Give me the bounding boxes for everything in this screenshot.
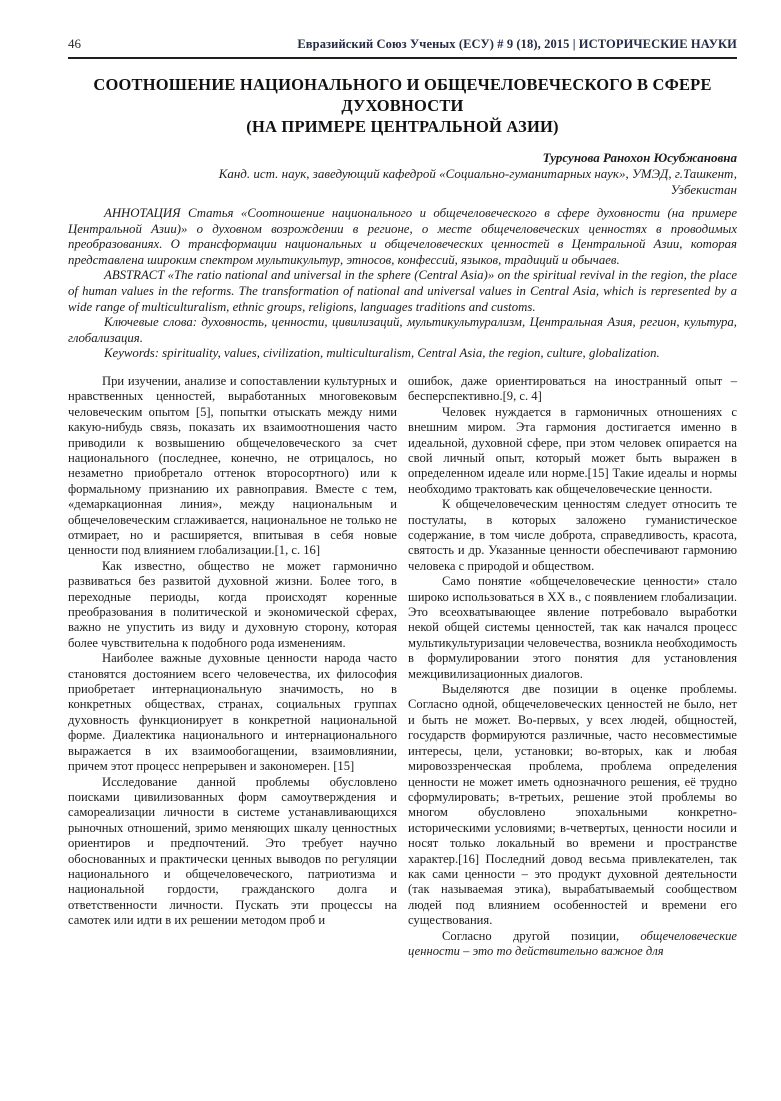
- abstract-section: [68, 206, 737, 362]
- body-paragraph: Исследование данной проблемы обусловлено поисками цивилизованных форм самоутверждения и самореализации личности в системе устанавливающихся рыночных отношений, зримо меняющих шкалу ценностных ориентиров и предпочтений. Это требует научно обоснованных и практически ценных выводов по регуляции национального и общечеловеческого, патриотизма и национальной гордости, гражданского долга и ответственности личности. Пускать эти процессы на самотек или идти в их решении методом проб и: [68, 774, 397, 928]
- author-affiliation: Канд. ист. наук, заведующий кафедрой «Социально-гуманитарных наук», УМЭД, г.Ташкент,: [218, 166, 737, 181]
- right-column: [408, 374, 737, 959]
- article-title-line-2: ДУХОВНОСТИ: [341, 96, 464, 115]
- keywords-ru: Ключевые слова: духовность, ценности, цивилизаций, мультикультурализм, Центральная Азия, регион, культура, глобализация.: [68, 315, 737, 345]
- author-country: Узбекистан: [670, 182, 737, 197]
- journal-header-title: Евразийский Союз Ученых (ЕСУ) # 9 (18), 2015 | ИСТОРИЧЕСКИЕ НАУКИ: [297, 37, 737, 51]
- body-columns: [68, 374, 737, 959]
- article-title-line-1: СООТНОШЕНИЕ НАЦИОНАЛЬНОГО И ОБЩЕЧЕЛОВЕЧЕСКОГО В СФЕРЕ: [93, 75, 712, 94]
- author-block: [68, 150, 737, 198]
- keywords-en: Keywords: spirituality, values, civilization, multiculturalism, Central Asia, the region, culture, globalization.: [104, 346, 660, 361]
- abstract-en: ABSTRACT «The ratio national and universal in the sphere (Central Asia)» on the spiritual revival in the region, the place of human values in the reforms. The transformation of national and universal values in Central Asia, which is represented by a wide range of multiculturalism, ethnic groups, religions, languages traditions and customs.: [68, 268, 737, 314]
- closing-lead-text: Согласно другой позиции,: [442, 928, 641, 943]
- body-paragraph: Само понятие «общечеловеческие ценности» стало широко использоваться в XX в., с появлением глобализации. Это всеохватывающее явление потребовало выработки некой общей системы ценностей, так как начался процесс мультикультуризации человечества, возникла необходимость в формулировании этого понятия для установления межцивилизационных диалогов.: [408, 574, 737, 681]
- article-title: [68, 74, 737, 137]
- body-paragraph: Наиболее важные духовные ценности народа часто становятся достоянием всего человечества, их философия приобретает интернациональную значимость, но в конкретных обществах, странах, социальных группах духовность функционирует в конкретной национальной форме. Диалектика национального и интернационального выражается в их взаимообогащении, взаимовлиянии, причем этот процесс непрерывен и закономерен. [15]: [68, 651, 397, 774]
- body-paragraph-closing: [408, 929, 737, 960]
- body-paragraph: При изучении, анализе и сопоставлении культурных и нравственных ценностей, выработанных многовековым человеческим опытом [5], попытки отыскать между ними какую-нибудь связь, показать их взаимоотношения часто приводили к возвышению общечеловеческого за счет национального (последнее, конечно, не отрицалось, но незаметно приобретало оттенок второсортного) или к формальному признанию их равноправия. Вместе с тем, «демаркационная линия», между национальным и общечеловеческим сглаживается, национальное не только не отмирает, но и расширяется, впитывая в себя новые ценности под влиянием глобализации.[1, с. 16]: [68, 373, 397, 558]
- body-paragraph-continuation: ошибок, даже ориентироваться на иностранный опыт – бесперспективно.[9, с. 4]: [408, 373, 737, 404]
- body-paragraph: Человек нуждается в гармоничных отношениях с внешним миром. Эта гармония достигается именно в идеальной, духовной сфере, при этом человек опирается на свой личный опыт, который может быть выражен в определенном идеале или норме.[15] Такие идеалы и нормы необходимо трактовать как общечеловеческие ценности.: [408, 404, 737, 496]
- article-title-line-3: (НА ПРИМЕРЕ ЦЕНТРАЛЬНОЙ АЗИИ): [246, 117, 559, 136]
- page-header: [68, 36, 737, 59]
- body-paragraph: К общечеловеческим ценностям следует относить те постулаты, в которых заложено гуманистическое содержание, в том числе доброта, справедливость, красота, святость и др. Указанные ценности обеспечивают гармонию человека с природой и обществом.: [408, 497, 737, 573]
- body-paragraph: Выделяются две позиции в оценке проблемы. Согласно одной, общечеловеческих ценностей не было, нет и быть не может. Во-первых, у всех людей, общностей, государств формируются различные, часто несовместимые интересы, цели, установки; во-вторых, как и любая мировоззренческая проблема, проблема определения ценности не может иметь однозначного решения, её трудно сформулировать; в-третьих, решение этой проблемы во многом обусловлено эпохальными конкретно-историческими условиями; в-четвертых, ценности носили и носят только локальный во времени и пространстве характер.[16] Последний довод весьма привлекателен, так как сами ценности – это продукт духовной деятельности (так называемая этика), вырабатываемый сообществом людей под влиянием особенностей и времени его существования.: [408, 682, 737, 928]
- page-number: 46: [68, 36, 81, 51]
- author-name: Турсунова Ранохон Юсубжановна: [542, 150, 737, 165]
- annotation-ru: АННОТАЦИЯ Статья «Соотношение национального и общечеловеческого в сфере духовности (на примере Центральной Азии)» о духовном возрождении в регионе, о месте общечеловеческих ценностях в проводимых преобразованиях. О трансформации национальных и общечеловеческих ценностей в Центральной Азии, которая представлена широким спектром мультикультур, этносов, конфессий, языков, традиций и обычаев.: [68, 206, 737, 267]
- left-column: [68, 374, 397, 959]
- body-paragraph: Как известно, общество не может гармонично развиваться без развитой духовной жизни. Более того, в переходные периоды, когда происходят коренные преобразования в политической и экономической сферах, важно не упустить из виду и духовную сторону, которая более чувствительна к подобного рода изменениям.: [68, 558, 397, 650]
- closing-emphasis-text: общечеловеческие ценности – это то действительно важное для: [408, 928, 737, 958]
